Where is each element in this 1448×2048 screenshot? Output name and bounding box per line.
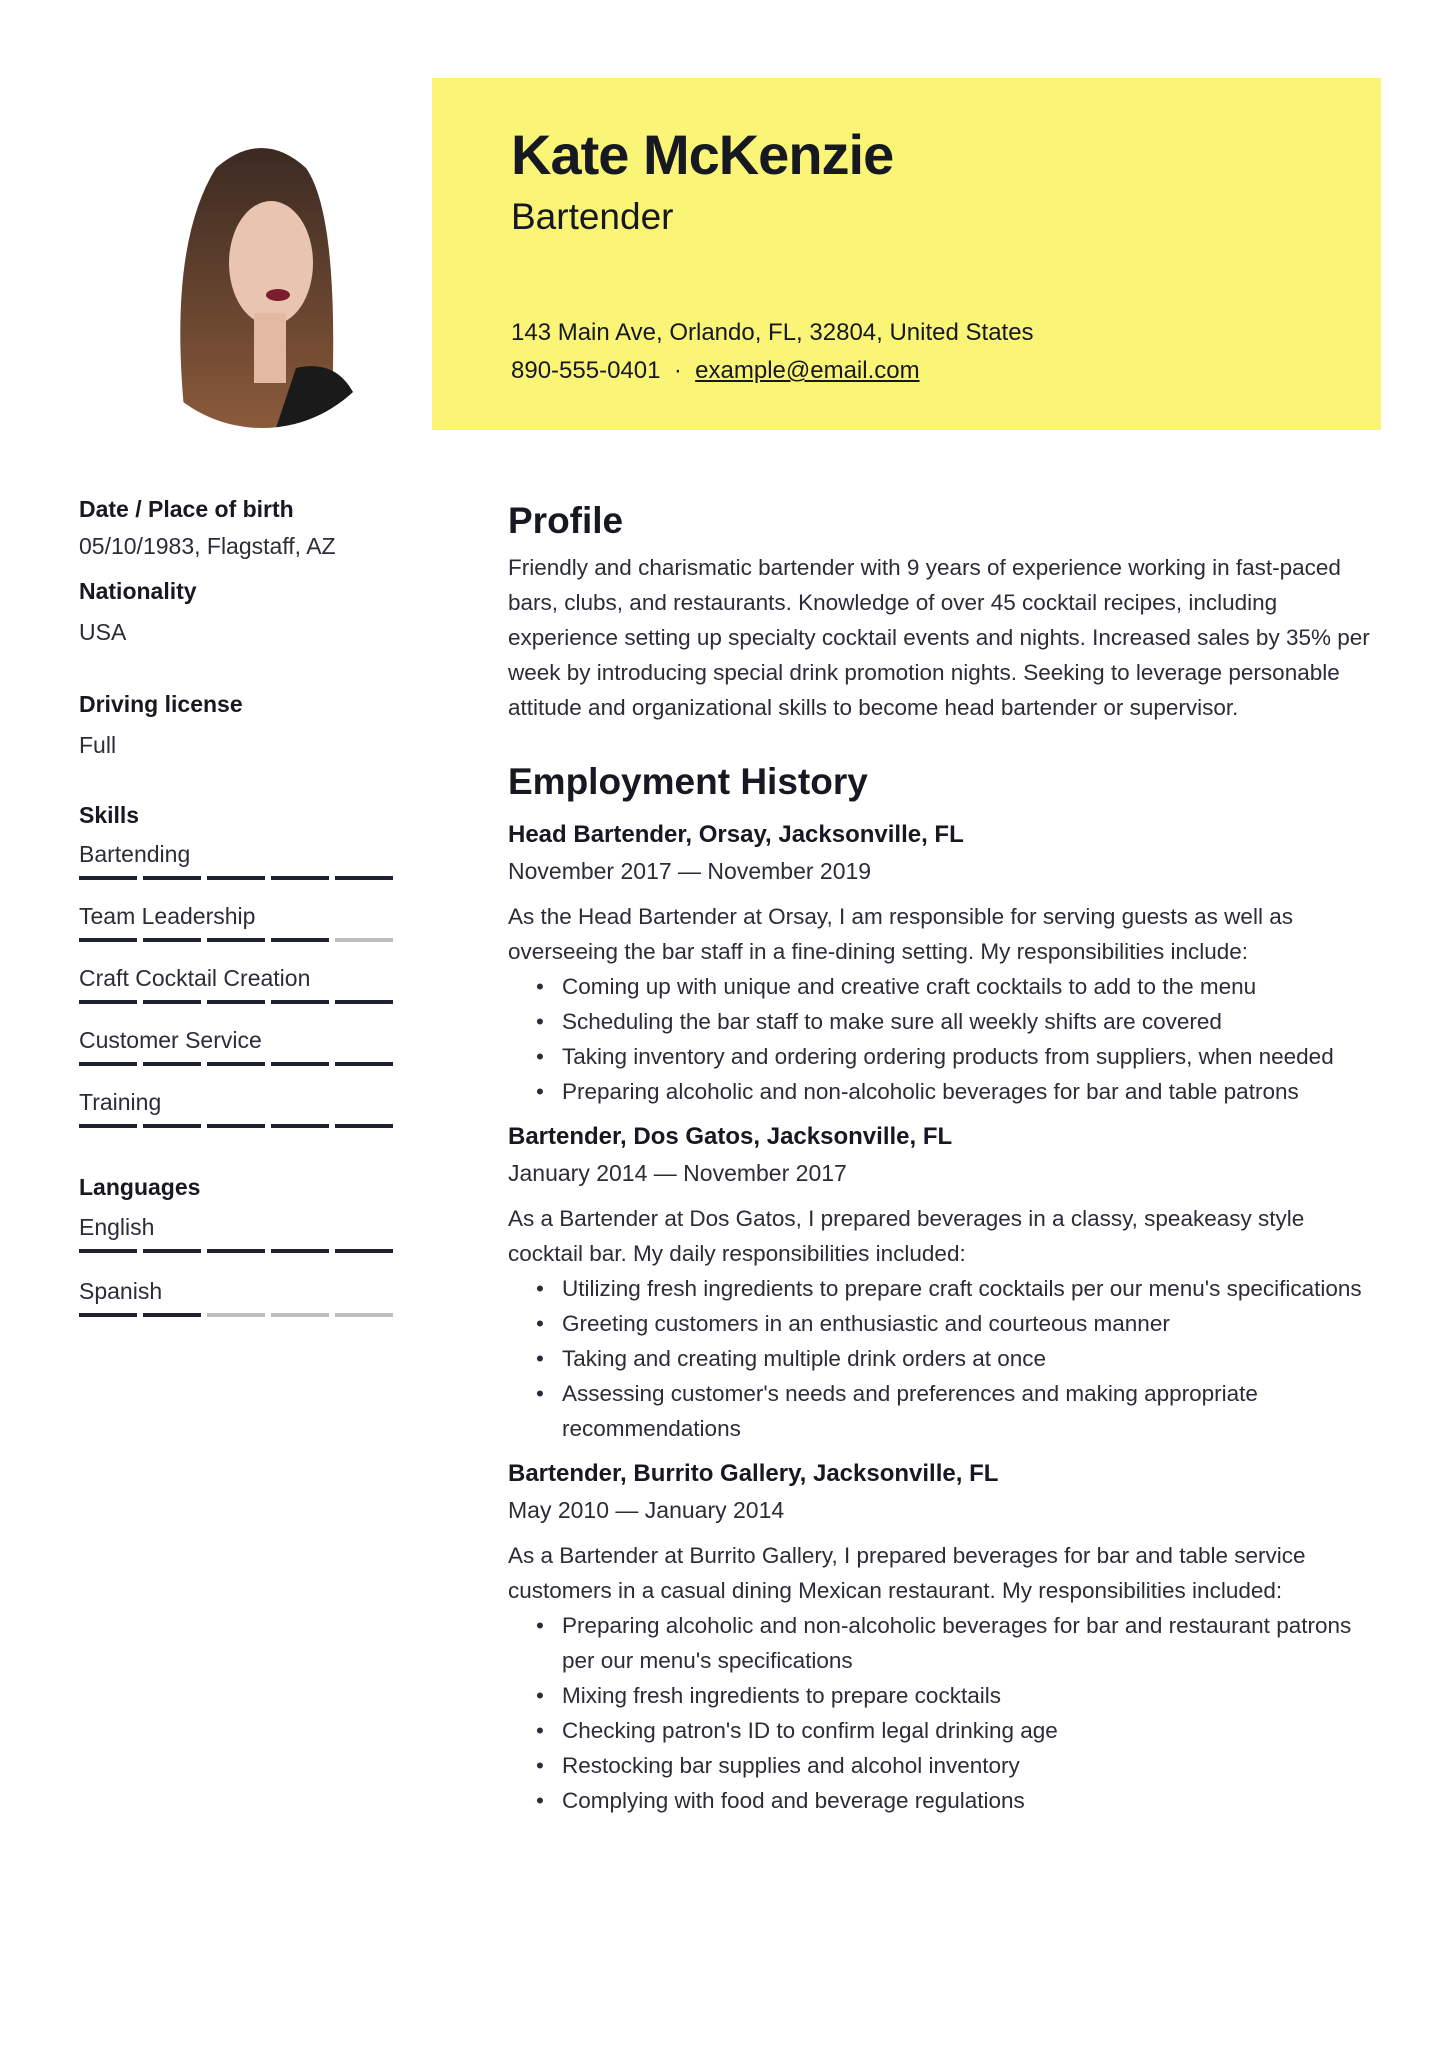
level-meter <box>79 938 393 942</box>
languages-heading: Languages <box>79 1174 201 1200</box>
list-item: • Coming up with unique and creative craft cocktails to add to the menu <box>536 969 1384 1004</box>
detail-label: Driving license <box>79 691 243 717</box>
list-item: • Preparing alcoholic and non-alcoholic beverages for bar and restaurant patrons per our menu's specifications <box>536 1608 1384 1678</box>
detail-value: USA <box>79 619 127 645</box>
level-meter <box>79 1249 393 1253</box>
level-segment <box>207 1249 265 1253</box>
job-dates: May 2010 — January 2014 <box>508 1497 785 1523</box>
separator: · <box>673 357 682 384</box>
job-entry <box>508 817 1384 1109</box>
skill-name: Craft Cocktail Creation <box>79 965 311 991</box>
list-item: • Taking and creating multiple drink orders at once <box>536 1341 1384 1376</box>
email-link[interactable]: example@email.com <box>695 357 920 384</box>
job-description: As a Bartender at Dos Gatos, I prepared beverages in a classy, speakeasy style cocktail bar. My daily responsibilities included: <box>508 1206 1305 1266</box>
level-segment <box>143 1062 201 1066</box>
list-item: • Assessing customer's needs and preferences and making appropriate recommendations <box>536 1376 1384 1446</box>
level-segment <box>335 1062 393 1066</box>
detail-birth <box>79 496 399 560</box>
level-meter <box>79 876 393 880</box>
skill-item <box>79 1088 393 1128</box>
job-bullets <box>536 1271 1384 1446</box>
job-entry <box>508 1456 1384 1818</box>
list-item: • Scheduling the bar staff to make sure all weekly shifts are covered <box>536 1004 1384 1039</box>
language-name: Spanish <box>79 1278 163 1304</box>
skill-name: Customer Service <box>79 1027 262 1053</box>
list-item: • Greeting customers in an enthusiastic and courteous manner <box>536 1306 1384 1341</box>
level-segment <box>271 876 329 880</box>
level-segment <box>335 938 393 942</box>
skill-name: Training <box>79 1089 162 1115</box>
level-segment <box>335 1249 393 1253</box>
profile-photo <box>126 128 398 428</box>
level-segment <box>79 1124 137 1128</box>
list-item: • Utilizing fresh ingredients to prepare craft cocktails per our menu's specifications <box>536 1271 1384 1306</box>
job-entry <box>508 1119 1384 1446</box>
list-item: • Checking patron's ID to confirm legal drinking age <box>536 1713 1384 1748</box>
level-meter <box>79 1000 393 1004</box>
job-bullets <box>536 1608 1384 1818</box>
detail-label: Date / Place of birth <box>79 496 294 522</box>
level-segment <box>207 1000 265 1004</box>
address: 143 Main Ave, Orlando, FL, 32804, United States <box>511 319 1034 346</box>
level-segment <box>79 1062 137 1066</box>
level-segment <box>143 1249 201 1253</box>
skill-item <box>79 964 393 1004</box>
list-item: • Complying with food and beverage regulations <box>536 1783 1384 1818</box>
profile-heading: Profile <box>508 500 624 541</box>
candidate-name: Kate McKenzie <box>511 123 894 186</box>
skill-item <box>79 1026 393 1066</box>
language-name: English <box>79 1214 155 1240</box>
level-segment <box>271 1000 329 1004</box>
level-segment <box>207 1124 265 1128</box>
level-segment <box>79 876 137 880</box>
contact-info <box>511 314 1034 390</box>
job-dates: January 2014 — November 2017 <box>508 1160 847 1186</box>
level-segment <box>271 1062 329 1066</box>
skill-item <box>79 840 393 880</box>
skill-item <box>79 902 393 942</box>
level-segment <box>207 938 265 942</box>
level-meter <box>79 1124 393 1128</box>
job-bullets <box>536 969 1384 1109</box>
job-entry-title: Bartender, Burrito Gallery, Jacksonville, FL <box>508 1460 999 1487</box>
level-segment <box>271 938 329 942</box>
job-description: As the Head Bartender at Orsay, I am responsible for serving guests as well as overseeing the bar staff in a fine-dining setting. My responsibilities include: <box>508 904 1293 964</box>
list-item: • Restocking bar supplies and alcohol inventory <box>536 1748 1384 1783</box>
level-segment <box>79 938 137 942</box>
list-item: • Preparing alcoholic and non-alcoholic beverages for bar and table patrons <box>536 1074 1384 1109</box>
level-segment <box>79 1313 137 1317</box>
level-segment <box>143 876 201 880</box>
skill-name: Bartending <box>79 841 191 867</box>
level-segment <box>207 1313 265 1317</box>
phone: 890-555-0401 <box>511 357 661 384</box>
level-segment <box>335 1124 393 1128</box>
job-dates: November 2017 — November 2019 <box>508 858 872 884</box>
job-entry-title: Bartender, Dos Gatos, Jacksonville, FL <box>508 1123 953 1150</box>
level-segment <box>335 1000 393 1004</box>
level-segment <box>143 1313 201 1317</box>
level-meter <box>79 1062 393 1066</box>
level-segment <box>207 1062 265 1066</box>
level-segment <box>207 876 265 880</box>
profile-text: Friendly and charismatic bartender with 9 years of experience working in fast-paced bars, clubs, and restaurants. Knowledge of over 45 cocktail recipes, including experience setting up specialty cocktail events and nights. Increased sales by 35% per week by introducing special drink promotion nights. Seeking to leverage personable attitude and organizational skills to become head bartender or supervisor. <box>508 555 1370 720</box>
list-item: • Taking inventory and ordering ordering products from suppliers, when needed <box>536 1039 1384 1074</box>
skills-heading: Skills <box>79 802 140 828</box>
detail-label: Nationality <box>79 578 197 604</box>
level-segment <box>335 1313 393 1317</box>
employment-heading: Employment History <box>508 761 868 802</box>
level-segment <box>271 1124 329 1128</box>
level-segment <box>143 1000 201 1004</box>
job-entry-title: Head Bartender, Orsay, Jacksonville, FL <box>508 821 964 848</box>
job-title: Bartender <box>511 196 674 237</box>
detail-value: Full <box>79 732 117 758</box>
level-segment <box>271 1313 329 1317</box>
detail-value: 05/10/1983, Flagstaff, AZ <box>79 533 336 559</box>
level-segment <box>79 1000 137 1004</box>
skill-name: Team Leadership <box>79 903 256 929</box>
level-segment <box>335 876 393 880</box>
detail-driving <box>79 691 399 759</box>
language-item <box>79 1213 393 1253</box>
level-segment <box>271 1249 329 1253</box>
main-column <box>508 496 1384 1818</box>
level-segment <box>79 1249 137 1253</box>
level-segment <box>143 938 201 942</box>
detail-nationality <box>79 578 399 646</box>
level-meter <box>79 1313 393 1317</box>
header-banner <box>432 78 1381 430</box>
level-segment <box>143 1124 201 1128</box>
language-item <box>79 1277 393 1317</box>
job-description: As a Bartender at Burrito Gallery, I prepared beverages for bar and table service customers in a casual dining Mexican restaurant. My responsibilities included: <box>508 1543 1306 1603</box>
list-item: • Mixing fresh ingredients to prepare cocktails <box>536 1678 1384 1713</box>
